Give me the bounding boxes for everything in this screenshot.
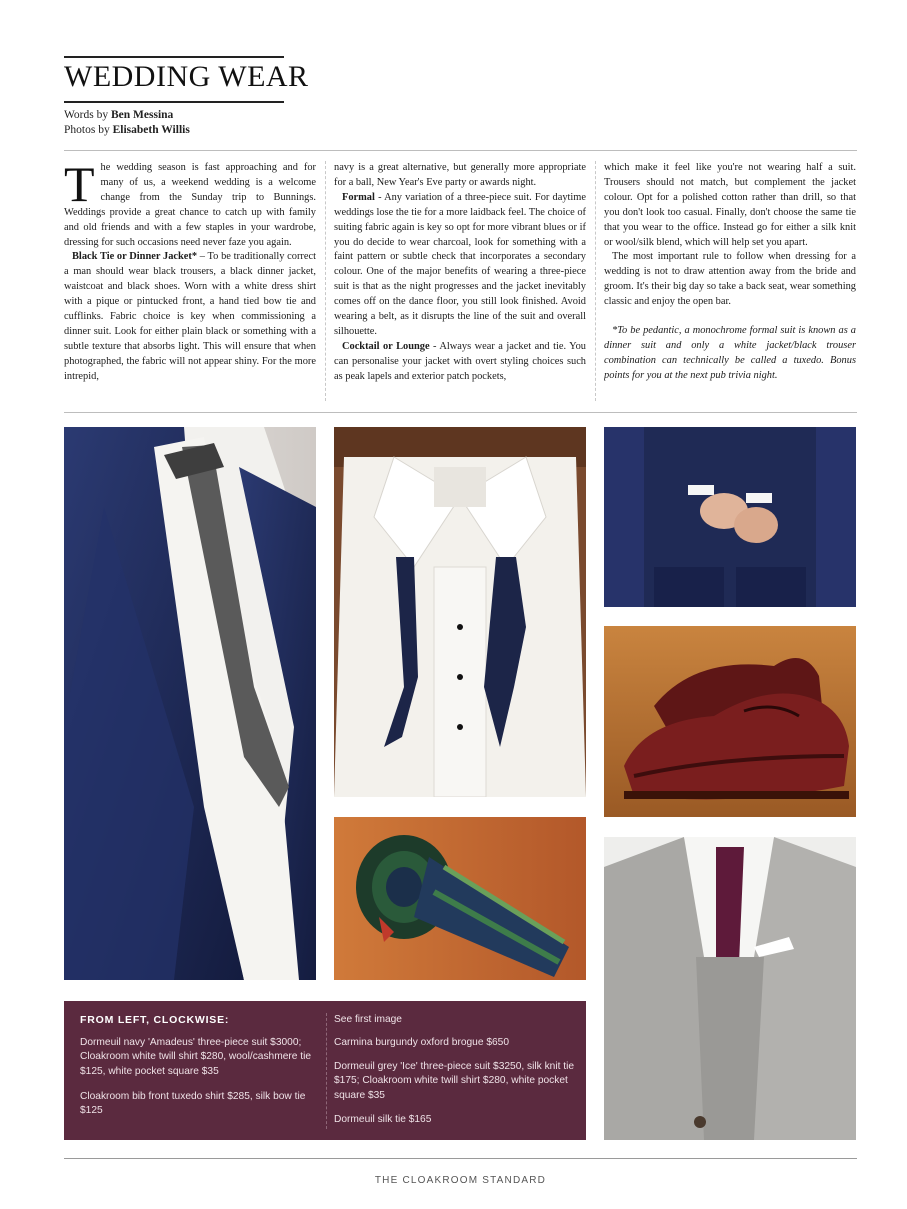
- caption-panel: [64, 1001, 586, 1140]
- rule-paragraph: The most important rule to follow when dressing for a wedding is not to draw attention away from the bride and groom. It's their big day so take a back seat, wear something classic and enjoy the open bar.: [604, 251, 856, 308]
- section-heading-formal: Formal: [342, 191, 375, 203]
- caption-divider: [326, 1013, 327, 1129]
- navy-paragraph: navy is a great alternative, but generally more appropriate for a ball, New Year's Eve party or awards night.: [334, 162, 586, 188]
- article-divider: [64, 412, 857, 413]
- jacket-paragraph: which make it feel like you're not wearing half a suit. Trousers should not match, but complement the jacket colour. Opt for a polished cotton rather than drill, so that you don't look too casual. Finally, don't choose the same tie that you wear to the office. Instead go for either a silk knit or wool/silk blend, which will help set you apart.: [604, 162, 856, 248]
- photographer-credit: Photos by Elisabeth Willis: [64, 124, 190, 136]
- column-divider: [325, 161, 326, 401]
- publication-name: THE CLOAKROOM STANDARD: [374, 1175, 547, 1186]
- header-divider: [64, 150, 857, 151]
- cocktail-paragraph: - Always wear a jacket and tie. You can personalise your jacket with overt styling choices such as peak lapels and exterior patch pockets,: [334, 340, 586, 382]
- formal-paragraph: - Any variation of a three-piece suit. For daytime weddings lose the tie for a more laidback feel. The choice of suiting fabric again is key so opt for more vibrant blues or if you do decide to wear charcoal, look for something with a faint pattern or subtle check that incorporates a secondary colour. One of the major benefits of wearing a three-piece suit is that as the night progresses and the jacket inevitably comes off on the dance floor, you still look finished. Avoid wearing a belt, as it disrupts the line of the suit and overall silhouette.: [334, 191, 586, 337]
- article-column-1: [64, 161, 316, 401]
- caption-right-2: Carmina burgundy oxford brogue $650: [334, 1037, 509, 1048]
- photographer-name: Elisabeth Willis: [112, 124, 190, 136]
- photo-burgundy-brogues: [604, 626, 856, 817]
- article-column-3: [604, 161, 856, 401]
- author-name: Ben Messina: [111, 109, 174, 121]
- intro-paragraph: he wedding season is fast approaching and for many of us, a weekend wedding is a welcome change from the Sunday trip to Bunnings. Weddings provide a great chance to catch up with family and old friends and with a few staples in your wardrobe, dressing for such occasions need never faze you again.: [64, 162, 316, 248]
- photo-grey-suit: [604, 837, 856, 1140]
- black-tie-paragraph: – To be traditionally correct a man should wear black trousers, a black dinner jacket, waistcoat and black shoes. Worn with a white dress shirt with a pique or pintucked front, a hand tied bow tie and cufflinks. Fabric choice is key when commissioning a dinner suit. Look for either plain black or something with a subtle texture that absorbs light. This will ensure that when photographed, the fabric will not appear shiny. For the more intrepid,: [64, 251, 316, 382]
- section-heading-black-tie: Black Tie or Dinner Jacket*: [72, 251, 198, 263]
- drop-cap: T: [64, 161, 95, 212]
- title-rule-bottom: [64, 101, 284, 103]
- caption-right-4: Dormeuil silk tie $165: [334, 1114, 432, 1125]
- caption-left-2: Cloakroom bib front tuxedo shirt $285, silk bow tie $125: [80, 1091, 306, 1117]
- caption-heading: FROM LEFT, CLOCKWISE:: [80, 1014, 230, 1026]
- photo-navy-suit: [64, 427, 316, 980]
- article-column-2: [334, 161, 586, 401]
- photo-suit-cufflinks: [604, 427, 856, 607]
- author-credit: Words by Ben Messina: [64, 109, 174, 121]
- footer-divider: [64, 1158, 857, 1159]
- caption-left-1: Dormeuil navy 'Amadeus' three-piece suit $3000; Cloakroom white twill shirt $280, wool/cashmere tie $125, white pocket square $35: [80, 1037, 312, 1077]
- photo-silk-tie: [334, 817, 586, 980]
- title-rule-top: [64, 56, 284, 58]
- caption-right-3: Dormeuil grey 'Ice' three-piece suit $3250, silk knit tie $175; Cloakroom white twill shirt $280, white pocket square $35: [334, 1061, 575, 1101]
- page-title: WEDDING WEAR: [64, 60, 309, 93]
- caption-right-1: See first image: [334, 1014, 402, 1025]
- column-divider: [595, 161, 596, 401]
- photo-tuxedo-shirt-bow-tie: [334, 427, 586, 797]
- footnote: *To be pedantic, a monochrome formal suit is known as a dinner suit and only a white jacket/black trouser combination can technically be called a tuxedo. Bonus points for you at the next pub trivia night.: [604, 325, 856, 381]
- section-heading-cocktail: Cocktail or Lounge: [342, 340, 430, 352]
